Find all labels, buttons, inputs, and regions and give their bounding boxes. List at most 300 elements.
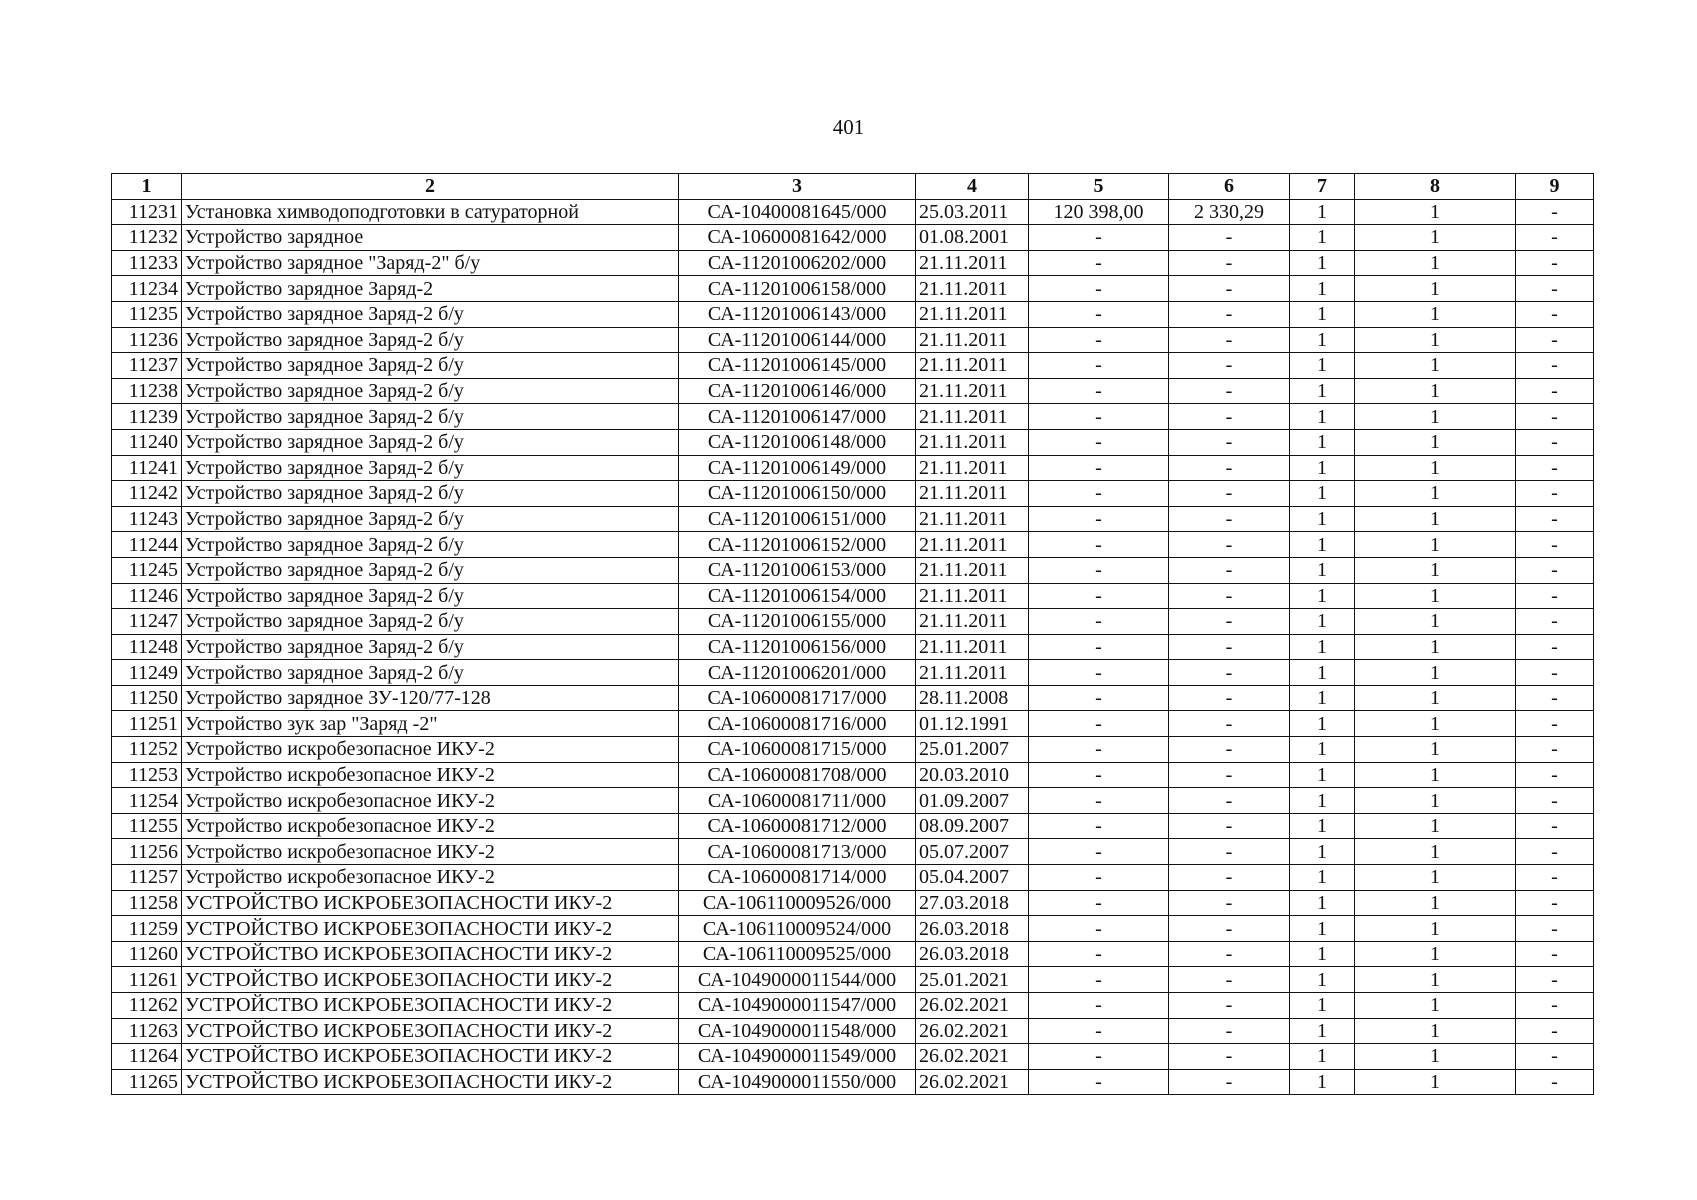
table-row (112, 481, 1594, 507)
quantity-cell: 1 (1290, 301, 1355, 327)
asset-name-cell: Устройство искробезопасное ИКУ-2 (182, 737, 679, 763)
count-cell: 1 (1355, 532, 1516, 558)
depreciation-cell: - (1169, 737, 1290, 763)
date-cell: 21.11.2011 (916, 404, 1029, 430)
table-row (112, 737, 1594, 763)
row-number-cell: 11251 (112, 711, 182, 737)
row-number-cell: 11244 (112, 532, 182, 558)
inventory-number-cell: СА-11201006150/000 (679, 481, 916, 507)
inventory-number-cell: СА-106110009524/000 (679, 916, 916, 942)
inventory-number-cell: СА-10600081712/000 (679, 813, 916, 839)
note-cell: - (1516, 1018, 1594, 1044)
count-cell: 1 (1355, 506, 1516, 532)
count-cell: 1 (1355, 429, 1516, 455)
quantity-cell: 1 (1290, 967, 1355, 993)
inventory-number-cell: СА-10600081715/000 (679, 737, 916, 763)
date-cell: 21.11.2011 (916, 353, 1029, 379)
inventory-number-cell: СА-11201006154/000 (679, 583, 916, 609)
value-cell: - (1029, 967, 1169, 993)
table-row (112, 813, 1594, 839)
date-cell: 21.11.2011 (916, 583, 1029, 609)
note-cell: - (1516, 404, 1594, 430)
quantity-cell: 1 (1290, 506, 1355, 532)
asset-name-cell: Устройство зарядное Заряд-2 б/у (182, 634, 679, 660)
asset-name-cell: Устройство зарядное Заряд-2 б/у (182, 301, 679, 327)
inventory-number-cell: СА-11201006158/000 (679, 276, 916, 302)
value-cell: - (1029, 378, 1169, 404)
note-cell: - (1516, 532, 1594, 558)
note-cell: - (1516, 583, 1594, 609)
value-cell: - (1029, 762, 1169, 788)
count-cell: 1 (1355, 737, 1516, 763)
inventory-number-cell: СА-11201006151/000 (679, 506, 916, 532)
row-number-cell: 11252 (112, 737, 182, 763)
asset-name-cell: Устройство зук зар "Заряд -2" (182, 711, 679, 737)
value-cell: - (1029, 916, 1169, 942)
inventory-number-cell: СА-10600081642/000 (679, 225, 916, 251)
quantity-cell: 1 (1290, 711, 1355, 737)
depreciation-cell: - (1169, 301, 1290, 327)
date-cell: 26.02.2021 (916, 1044, 1029, 1070)
asset-name-cell: Устройство зарядное Заряд-2 б/у (182, 455, 679, 481)
inventory-number-cell: СА-106110009526/000 (679, 890, 916, 916)
asset-name-cell: Устройство зарядное Заряд-2 б/у (182, 481, 679, 507)
count-cell: 1 (1355, 890, 1516, 916)
date-cell: 21.11.2011 (916, 532, 1029, 558)
count-cell: 1 (1355, 378, 1516, 404)
asset-name-cell: Устройство зарядное Заряд-2 б/у (182, 532, 679, 558)
count-cell: 1 (1355, 327, 1516, 353)
count-cell: 1 (1355, 634, 1516, 660)
row-number-cell: 11237 (112, 353, 182, 379)
quantity-cell: 1 (1290, 583, 1355, 609)
table-row (112, 762, 1594, 788)
count-cell: 1 (1355, 941, 1516, 967)
column-header: 6 (1169, 174, 1290, 200)
date-cell: 21.11.2011 (916, 481, 1029, 507)
asset-name-cell: Устройство зарядное Заряд-2 б/у (182, 557, 679, 583)
asset-name-cell: Устройство зарядное (182, 225, 679, 251)
asset-name-cell: Устройство зарядное Заряд-2 (182, 276, 679, 302)
count-cell: 1 (1355, 865, 1516, 891)
asset-name-cell: УСТРОЙСТВО ИСКРОБЕЗОПАСНОСТИ ИКУ-2 (182, 916, 679, 942)
count-cell: 1 (1355, 1044, 1516, 1070)
depreciation-cell: - (1169, 660, 1290, 686)
table-row (112, 506, 1594, 532)
depreciation-cell: - (1169, 1069, 1290, 1095)
table-row (112, 455, 1594, 481)
row-number-cell: 11245 (112, 557, 182, 583)
row-number-cell: 11259 (112, 916, 182, 942)
count-cell: 1 (1355, 711, 1516, 737)
inventory-number-cell: СА-10400081645/000 (679, 199, 916, 225)
quantity-cell: 1 (1290, 276, 1355, 302)
depreciation-cell: - (1169, 506, 1290, 532)
note-cell: - (1516, 1044, 1594, 1070)
inventory-number-cell: СА-11201006153/000 (679, 557, 916, 583)
table-row (112, 301, 1594, 327)
quantity-cell: 1 (1290, 865, 1355, 891)
date-cell: 21.11.2011 (916, 276, 1029, 302)
table-row (112, 429, 1594, 455)
asset-name-cell: УСТРОЙСТВО ИСКРОБЕЗОПАСНОСТИ ИКУ-2 (182, 890, 679, 916)
table-row (112, 967, 1594, 993)
quantity-cell: 1 (1290, 916, 1355, 942)
date-cell: 21.11.2011 (916, 634, 1029, 660)
depreciation-cell: - (1169, 429, 1290, 455)
asset-name-cell: Устройство зарядное Заряд-2 б/у (182, 327, 679, 353)
quantity-cell: 1 (1290, 941, 1355, 967)
column-header: 2 (182, 174, 679, 200)
count-cell: 1 (1355, 301, 1516, 327)
depreciation-cell: - (1169, 865, 1290, 891)
row-number-cell: 11253 (112, 762, 182, 788)
value-cell: - (1029, 506, 1169, 532)
value-cell: - (1029, 225, 1169, 251)
date-cell: 21.11.2011 (916, 557, 1029, 583)
count-cell: 1 (1355, 1069, 1516, 1095)
table-row (112, 941, 1594, 967)
count-cell: 1 (1355, 353, 1516, 379)
depreciation-cell: - (1169, 813, 1290, 839)
value-cell: - (1029, 429, 1169, 455)
table-row (112, 839, 1594, 865)
depreciation-cell: - (1169, 532, 1290, 558)
inventory-number-cell: СА-1049000011549/000 (679, 1044, 916, 1070)
quantity-cell: 1 (1290, 327, 1355, 353)
table-row (112, 557, 1594, 583)
asset-name-cell: Устройство зарядное Заряд-2 б/у (182, 429, 679, 455)
note-cell: - (1516, 276, 1594, 302)
depreciation-cell: - (1169, 634, 1290, 660)
value-cell: - (1029, 941, 1169, 967)
value-cell: - (1029, 1018, 1169, 1044)
row-number-cell: 11250 (112, 685, 182, 711)
note-cell: - (1516, 250, 1594, 276)
table-row (112, 404, 1594, 430)
count-cell: 1 (1355, 481, 1516, 507)
count-cell: 1 (1355, 1018, 1516, 1044)
date-cell: 21.11.2011 (916, 378, 1029, 404)
asset-name-cell: УСТРОЙСТВО ИСКРОБЕЗОПАСНОСТИ ИКУ-2 (182, 941, 679, 967)
depreciation-cell: - (1169, 941, 1290, 967)
date-cell: 01.09.2007 (916, 788, 1029, 814)
table-row (112, 865, 1594, 891)
depreciation-cell: - (1169, 250, 1290, 276)
asset-name-cell: Устройство зарядное Заряд-2 б/у (182, 506, 679, 532)
row-number-cell: 11262 (112, 993, 182, 1019)
note-cell: - (1516, 788, 1594, 814)
count-cell: 1 (1355, 967, 1516, 993)
note-cell: - (1516, 685, 1594, 711)
asset-name-cell: Устройство зарядное Заряд-2 б/у (182, 378, 679, 404)
table-row (112, 378, 1594, 404)
row-number-cell: 11264 (112, 1044, 182, 1070)
count-cell: 1 (1355, 660, 1516, 686)
value-cell: - (1029, 993, 1169, 1019)
date-cell: 21.11.2011 (916, 301, 1029, 327)
row-number-cell: 11236 (112, 327, 182, 353)
row-number-cell: 11238 (112, 378, 182, 404)
count-cell: 1 (1355, 557, 1516, 583)
quantity-cell: 1 (1290, 557, 1355, 583)
depreciation-cell: - (1169, 609, 1290, 635)
column-header: 8 (1355, 174, 1516, 200)
row-number-cell: 11258 (112, 890, 182, 916)
date-cell: 08.09.2007 (916, 813, 1029, 839)
table-row (112, 1044, 1594, 1070)
note-cell: - (1516, 481, 1594, 507)
quantity-cell: 1 (1290, 1018, 1355, 1044)
column-header: 1 (112, 174, 182, 200)
inventory-number-cell: СА-11201006202/000 (679, 250, 916, 276)
count-cell: 1 (1355, 685, 1516, 711)
depreciation-cell: - (1169, 890, 1290, 916)
asset-name-cell: УСТРОЙСТВО ИСКРОБЕЗОПАСНОСТИ ИКУ-2 (182, 1044, 679, 1070)
quantity-cell: 1 (1290, 481, 1355, 507)
row-number-cell: 11255 (112, 813, 182, 839)
page-number: 401 (832, 115, 865, 139)
note-cell: - (1516, 327, 1594, 353)
date-cell: 21.11.2011 (916, 455, 1029, 481)
value-cell: - (1029, 481, 1169, 507)
quantity-cell: 1 (1290, 1069, 1355, 1095)
inventory-number-cell: СА-1049000011544/000 (679, 967, 916, 993)
date-cell: 05.07.2007 (916, 839, 1029, 865)
value-cell: - (1029, 839, 1169, 865)
table-row (112, 788, 1594, 814)
value-cell: - (1029, 1069, 1169, 1095)
count-cell: 1 (1355, 762, 1516, 788)
asset-name-cell: УСТРОЙСТВО ИСКРОБЕЗОПАСНОСТИ ИКУ-2 (182, 1018, 679, 1044)
quantity-cell: 1 (1290, 813, 1355, 839)
date-cell: 21.11.2011 (916, 609, 1029, 635)
inventory-number-cell: СА-11201006155/000 (679, 609, 916, 635)
depreciation-cell: - (1169, 967, 1290, 993)
inventory-number-cell: СА-11201006146/000 (679, 378, 916, 404)
quantity-cell: 1 (1290, 455, 1355, 481)
asset-name-cell: Устройство зарядное Заряд-2 б/у (182, 583, 679, 609)
value-cell: - (1029, 455, 1169, 481)
date-cell: 26.03.2018 (916, 916, 1029, 942)
quantity-cell: 1 (1290, 378, 1355, 404)
inventory-number-cell: СА-10600081713/000 (679, 839, 916, 865)
row-number-cell: 11232 (112, 225, 182, 251)
row-number-cell: 11248 (112, 634, 182, 660)
depreciation-cell: - (1169, 685, 1290, 711)
date-cell: 01.12.1991 (916, 711, 1029, 737)
table-row (112, 685, 1594, 711)
asset-name-cell: Установка химводоподготовки в сатураторной (182, 199, 679, 225)
value-cell: - (1029, 865, 1169, 891)
row-number-cell: 11241 (112, 455, 182, 481)
note-cell: - (1516, 762, 1594, 788)
quantity-cell: 1 (1290, 1044, 1355, 1070)
quantity-cell: 1 (1290, 993, 1355, 1019)
asset-name-cell: УСТРОЙСТВО ИСКРОБЕЗОПАСНОСТИ ИКУ-2 (182, 993, 679, 1019)
note-cell: - (1516, 609, 1594, 635)
depreciation-cell: - (1169, 225, 1290, 251)
asset-name-cell: Устройство зарядное Заряд-2 б/у (182, 353, 679, 379)
row-number-cell: 11261 (112, 967, 182, 993)
count-cell: 1 (1355, 609, 1516, 635)
table-row (112, 993, 1594, 1019)
inventory-number-cell: СА-11201006147/000 (679, 404, 916, 430)
date-cell: 26.02.2021 (916, 1069, 1029, 1095)
inventory-number-cell: СА-10600081711/000 (679, 788, 916, 814)
table-row (112, 916, 1594, 942)
inventory-number-cell: СА-11201006144/000 (679, 327, 916, 353)
depreciation-cell: - (1169, 583, 1290, 609)
date-cell: 26.02.2021 (916, 1018, 1029, 1044)
quantity-cell: 1 (1290, 353, 1355, 379)
quantity-cell: 1 (1290, 609, 1355, 635)
inventory-number-cell: СА-11201006143/000 (679, 301, 916, 327)
note-cell: - (1516, 813, 1594, 839)
depreciation-cell: - (1169, 557, 1290, 583)
inventory-number-cell: СА-10600081716/000 (679, 711, 916, 737)
inventory-number-cell: СА-1049000011548/000 (679, 1018, 916, 1044)
inventory-number-cell: СА-11201006201/000 (679, 660, 916, 686)
inventory-number-cell: СА-11201006152/000 (679, 532, 916, 558)
table-row (112, 711, 1594, 737)
value-cell: - (1029, 660, 1169, 686)
row-number-cell: 11260 (112, 941, 182, 967)
count-cell: 1 (1355, 993, 1516, 1019)
inventory-number-cell: СА-1049000011547/000 (679, 993, 916, 1019)
note-cell: - (1516, 557, 1594, 583)
table-row (112, 1018, 1594, 1044)
quantity-cell: 1 (1290, 839, 1355, 865)
asset-name-cell: Устройство зарядное ЗУ-120/77-128 (182, 685, 679, 711)
asset-name-cell: Устройство искробезопасное ИКУ-2 (182, 813, 679, 839)
note-cell: - (1516, 429, 1594, 455)
value-cell: - (1029, 353, 1169, 379)
quantity-cell: 1 (1290, 199, 1355, 225)
note-cell: - (1516, 225, 1594, 251)
depreciation-cell: - (1169, 1044, 1290, 1070)
date-cell: 27.03.2018 (916, 890, 1029, 916)
inventory-number-cell: СА-10600081714/000 (679, 865, 916, 891)
asset-table (111, 173, 1594, 1095)
table-row (112, 276, 1594, 302)
count-cell: 1 (1355, 404, 1516, 430)
count-cell: 1 (1355, 225, 1516, 251)
asset-name-cell: Устройство искробезопасное ИКУ-2 (182, 865, 679, 891)
depreciation-cell: - (1169, 839, 1290, 865)
depreciation-cell: - (1169, 993, 1290, 1019)
date-cell: 25.01.2021 (916, 967, 1029, 993)
row-number-cell: 11231 (112, 199, 182, 225)
note-cell: - (1516, 1069, 1594, 1095)
value-cell: - (1029, 685, 1169, 711)
row-number-cell: 11240 (112, 429, 182, 455)
date-cell: 25.01.2007 (916, 737, 1029, 763)
note-cell: - (1516, 890, 1594, 916)
row-number-cell: 11239 (112, 404, 182, 430)
inventory-number-cell: СА-10600081708/000 (679, 762, 916, 788)
row-number-cell: 11249 (112, 660, 182, 686)
note-cell: - (1516, 865, 1594, 891)
asset-name-cell: Устройство зарядное "Заряд-2" б/у (182, 250, 679, 276)
inventory-number-cell: СА-11201006145/000 (679, 353, 916, 379)
value-cell: - (1029, 1044, 1169, 1070)
row-number-cell: 11242 (112, 481, 182, 507)
note-cell: - (1516, 993, 1594, 1019)
note-cell: - (1516, 506, 1594, 532)
quantity-cell: 1 (1290, 660, 1355, 686)
row-number-cell: 11247 (112, 609, 182, 635)
table-row (112, 353, 1594, 379)
count-cell: 1 (1355, 583, 1516, 609)
row-number-cell: 11256 (112, 839, 182, 865)
quantity-cell: 1 (1290, 890, 1355, 916)
depreciation-cell: - (1169, 788, 1290, 814)
count-cell: 1 (1355, 916, 1516, 942)
inventory-number-cell: СА-11201006149/000 (679, 455, 916, 481)
count-cell: 1 (1355, 813, 1516, 839)
value-cell: - (1029, 711, 1169, 737)
note-cell: - (1516, 353, 1594, 379)
depreciation-cell: 2 330,29 (1169, 199, 1290, 225)
depreciation-cell: - (1169, 762, 1290, 788)
depreciation-cell: - (1169, 378, 1290, 404)
quantity-cell: 1 (1290, 250, 1355, 276)
table-row (112, 250, 1594, 276)
quantity-cell: 1 (1290, 788, 1355, 814)
quantity-cell: 1 (1290, 532, 1355, 558)
depreciation-cell: - (1169, 455, 1290, 481)
depreciation-cell: - (1169, 276, 1290, 302)
value-cell: - (1029, 737, 1169, 763)
quantity-cell: 1 (1290, 762, 1355, 788)
value-cell: - (1029, 583, 1169, 609)
column-header: 5 (1029, 174, 1169, 200)
value-cell: - (1029, 788, 1169, 814)
asset-name-cell: УСТРОЙСТВО ИСКРОБЕЗОПАСНОСТИ ИКУ-2 (182, 967, 679, 993)
value-cell: 120 398,00 (1029, 199, 1169, 225)
count-cell: 1 (1355, 276, 1516, 302)
value-cell: - (1029, 276, 1169, 302)
asset-name-cell: Устройство зарядное Заряд-2 б/у (182, 660, 679, 686)
note-cell: - (1516, 660, 1594, 686)
asset-name-cell: Устройство искробезопасное ИКУ-2 (182, 762, 679, 788)
date-cell: 21.11.2011 (916, 660, 1029, 686)
date-cell: 05.04.2007 (916, 865, 1029, 891)
value-cell: - (1029, 557, 1169, 583)
date-cell: 21.11.2011 (916, 429, 1029, 455)
note-cell: - (1516, 916, 1594, 942)
depreciation-cell: - (1169, 404, 1290, 430)
table-row (112, 532, 1594, 558)
inventory-number-cell: СА-1049000011550/000 (679, 1069, 916, 1095)
quantity-cell: 1 (1290, 404, 1355, 430)
value-cell: - (1029, 634, 1169, 660)
note-cell: - (1516, 455, 1594, 481)
table-row (112, 225, 1594, 251)
table-row (112, 660, 1594, 686)
row-number-cell: 11257 (112, 865, 182, 891)
asset-name-cell: Устройство искробезопасное ИКУ-2 (182, 788, 679, 814)
asset-name-cell: УСТРОЙСТВО ИСКРОБЕЗОПАСНОСТИ ИКУ-2 (182, 1069, 679, 1095)
quantity-cell: 1 (1290, 225, 1355, 251)
count-cell: 1 (1355, 250, 1516, 276)
row-number-cell: 11235 (112, 301, 182, 327)
note-cell: - (1516, 199, 1594, 225)
row-number-cell: 11265 (112, 1069, 182, 1095)
depreciation-cell: - (1169, 916, 1290, 942)
note-cell: - (1516, 711, 1594, 737)
